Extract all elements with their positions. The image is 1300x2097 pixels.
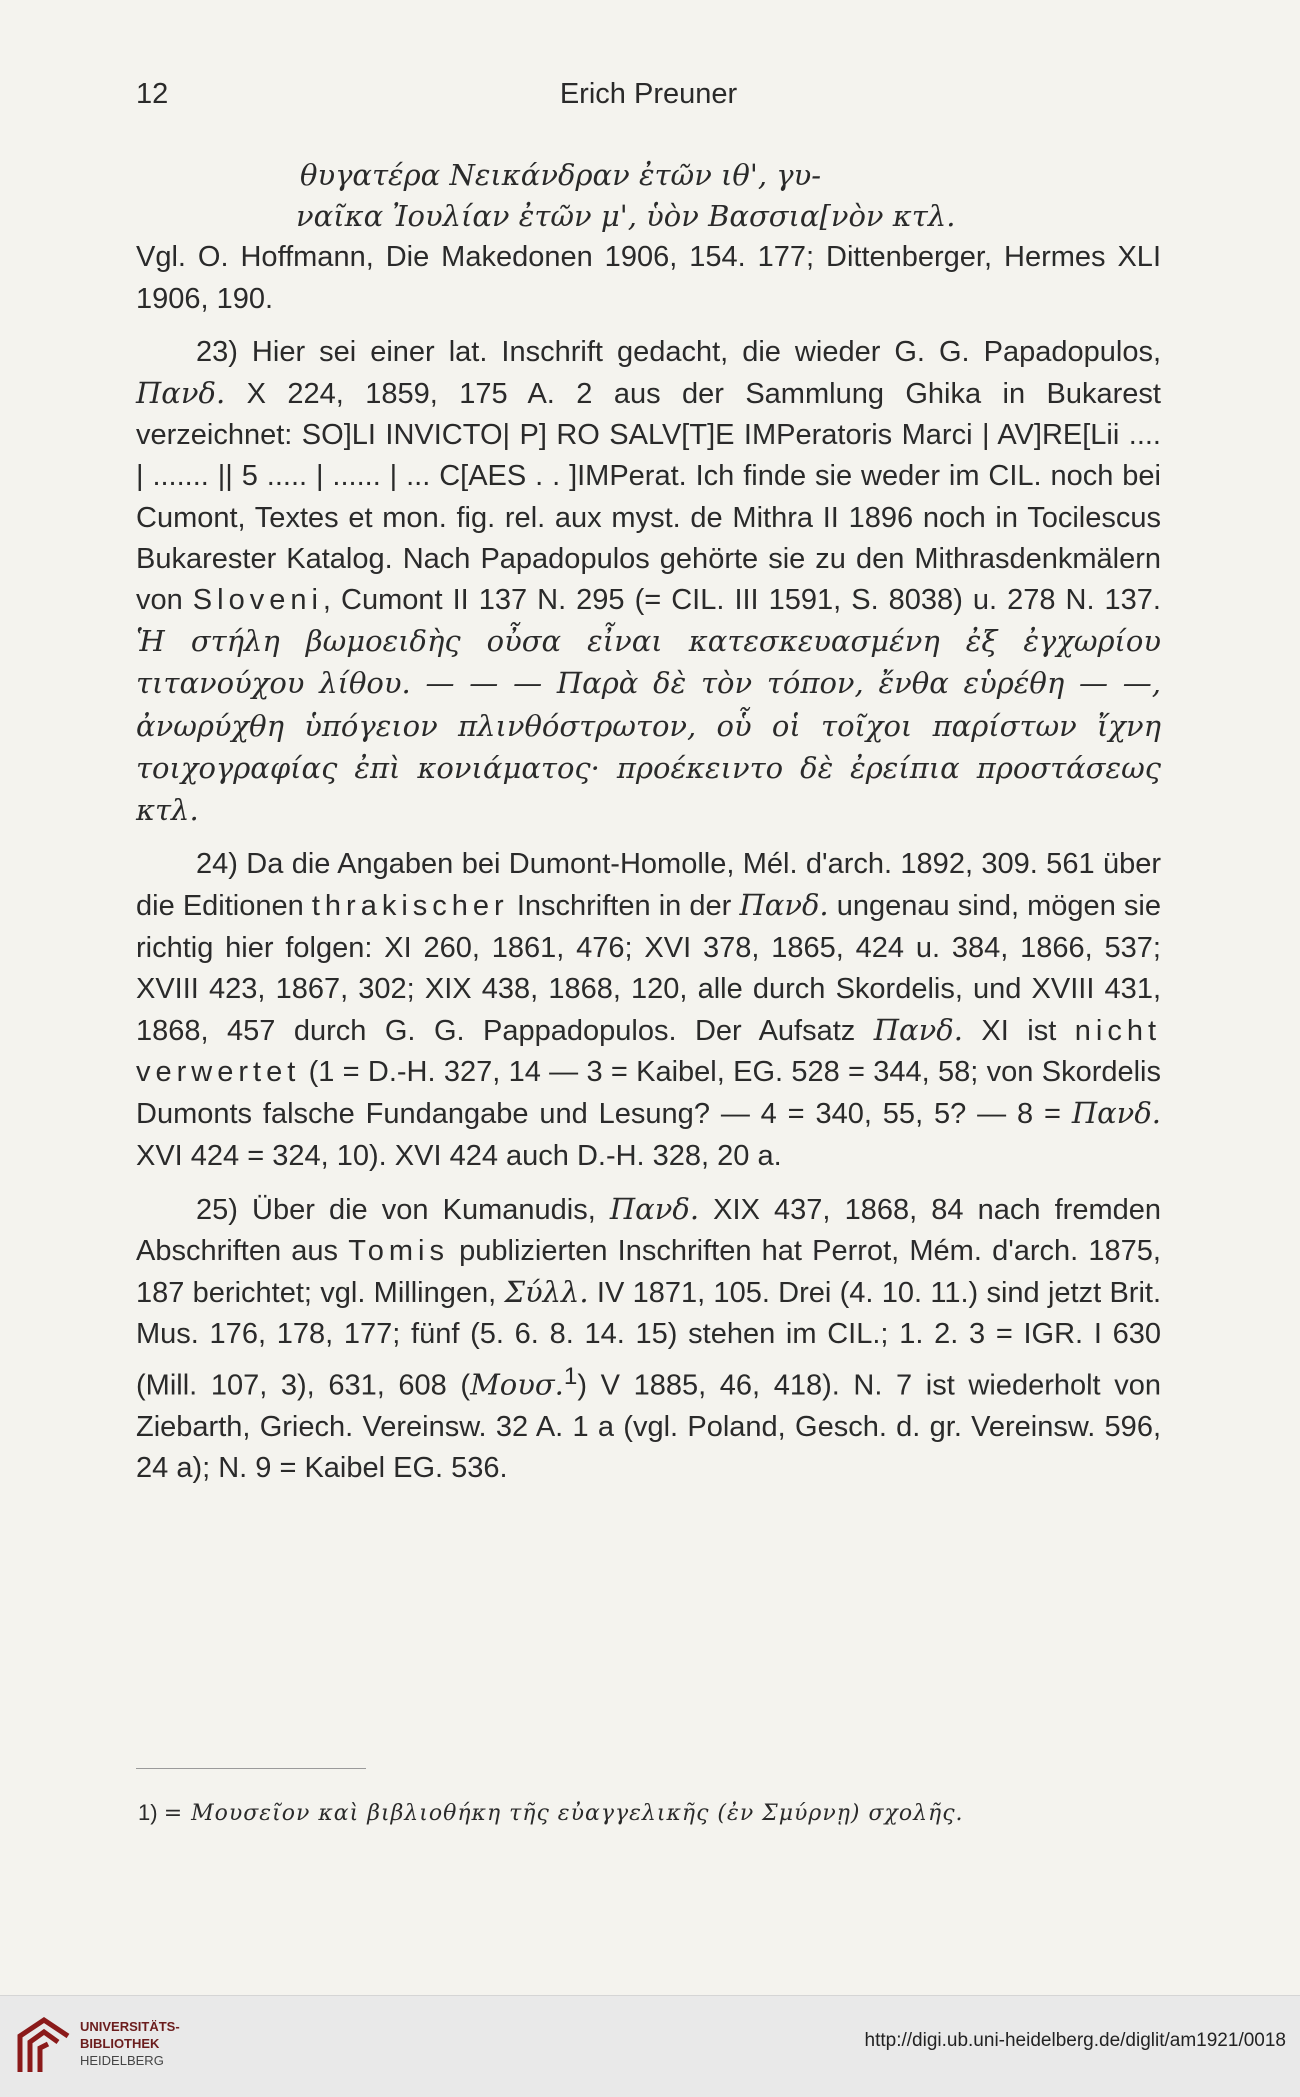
text-run: XI ist (962, 1015, 1075, 1048)
text-run: X 224, 1859, 175 A. 2 aus der Sammlung Ghika in Bukarest verzeichnet: SO]LI INVICTO| P] RO SALV[T]E IMPeratoris Marci | AV]RE[Lii .... | ....... || 5 ..... | ...... | ... C[AES . . ]IMPerat. Ich finde sie weder im CIL. noch bei Cumont, Textes et mon. fig. rel. aux myst. de Mithra II 1896 noch in Tocilescus Bukarester Katalog. Nach Papadopulos gehörte sie zu den Mithrasdenkmälern von (136, 378, 1161, 617)
text-run: XVI 424 = 324, 10). XVI 424 auch D.-H. 328, 20 a. (136, 1139, 782, 1172)
footnote-rule (136, 1768, 366, 1769)
greek-quote-line-1: θυγατέρα Νεικάνδραν ἐτῶν ιθ', γυ- (300, 158, 822, 192)
greek-quote-line-2: ναῖκα Ἰουλίαν ἐτῶν μ', ὑὸν Βασσια[νὸν κτλ. (296, 199, 956, 234)
text-run: Vgl. O. Hoffmann, Die Makedonen 1906, 154. 177; Dittenberger, Hermes XLI 1906, 190. (136, 241, 1161, 315)
library-name-line: HEIDELBERG (80, 2053, 164, 2068)
text-run: (1 = D.-H. 327, 14 — 3 = Kaibel, EG. 528 = 344, 58; von Skordelis Dumonts falsche Fundangabe und Lesung? — 4 = 340, 55, 5? — 8 = (136, 1056, 1161, 1131)
library-name-line: BIBLIOTHEK (80, 2036, 160, 2051)
library-name (80, 2018, 180, 2069)
paragraph-25 (136, 1189, 1161, 1489)
footnote-text: = Μουσεῖον καὶ βιβλιοθήκη τῆς εὐαγγελικῆς (ἐν Σμύρνῃ) σχολῆς. (163, 1801, 964, 1826)
footnote-ref[interactable]: 1 (563, 1362, 578, 1390)
paragraph-23 (136, 332, 1161, 832)
greek-abbrev: Μουσ. (470, 1367, 564, 1402)
spaced-name: Sloveni (192, 584, 323, 617)
greek-abbrev: Πανδ. (739, 888, 829, 923)
footnote-marker: 1) (138, 1800, 158, 1825)
greek-abbrev: Πανδ. (609, 1191, 700, 1226)
greek-abbrev: Πανδ. (873, 1013, 963, 1048)
text-run: 25) Über die von Kumanudis, (196, 1193, 610, 1226)
running-head: Erich Preuner (559, 78, 738, 110)
spaced-word: thrakischer (311, 890, 509, 923)
greek-passage: Ἡ στήλη βωμοειδὴς οὖσα εἶναι κατεσκευασμένη ἐξ ἐγχωρίου τιτανούχου λίθου. — — — Παρὰ δὲ τὸν τόπον, ἔνθα εὑρέθη — —, ἀνωρύχθη ὑπόγειον πλινθόστρωτον, οὗ οἱ τοῖχοι παρίστων ἴχνη τοιχογραφίας ἐπὶ κονιάματος· προέκειντο δὲ ἐρείπια προστάσεως κτλ. (136, 624, 1161, 828)
text-run: 23) Hier sei einer lat. Inschrift gedacht, die wieder G. G. Papadopulos, (196, 335, 1161, 368)
greek-quote (136, 155, 1161, 237)
spaced-name: Tomis (348, 1235, 449, 1268)
text-run: publizierten Inschriften hat Perrot, Mém. d'arch. 1875, 187 berichtet; vgl. Millingen, (136, 1235, 1161, 1310)
text-run: IV 1871, 105. Drei (4. 10. 11.) sind jetzt Brit. Mus. 176, 178, 177; fünf (5. 6. 8. 14. 15) stehen im CIL.; 1. 2. 3 = IGR. I 630 (Mill. 107, 3), 631, 608 ( (136, 1277, 1162, 1402)
library-logo-icon (14, 2014, 74, 2078)
text-run: 24) Da die Angaben bei Dumont-Homolle, Mél. d'arch. 1892, 309. 561 über die Editionen (136, 848, 1161, 923)
page-header (136, 78, 1161, 118)
paragraph-continuation (136, 237, 1161, 319)
body-text (136, 155, 1161, 1489)
greek-abbrev: Πανδ. (1071, 1096, 1161, 1131)
permalink-url[interactable]: http://digi.ub.uni-heidelberg.de/diglit/am1921/0018 (864, 2030, 1286, 2051)
paragraph-24 (136, 844, 1161, 1177)
text-run: , Cumont II 137 N. 295 (= CIL. III 1591, S. 8038) u. 278 N. 137. (322, 584, 1161, 617)
page-number: 12 (136, 78, 169, 110)
greek-abbrev: Σύλλ. (504, 1275, 589, 1310)
library-name-line: UNIVERSITÄTS- (80, 2019, 180, 2034)
library-footer (0, 1995, 1300, 2097)
text-run: Inschriften in der (508, 890, 740, 923)
text-run: ungenau sind, mögen sie richtig hier folgen: XI 260, 1861, 476; XVI 378, 1865, 424 u. 384, 1866, 537; XVIII 423, 1867, 302; XIX 438, 1868, 120, alle durch Skordelis, und XVIII 431, 1868, 457 durch G. G. Pappadopulos. Der Aufsatz (136, 890, 1162, 1048)
spaced-word: nicht verwertet (136, 1015, 1162, 1089)
text-run: XIX 437, 1868, 84 nach fremden Abschriften aus (136, 1193, 1161, 1268)
greek-abbrev: Πανδ. (136, 376, 226, 411)
footnote (138, 1798, 1163, 1829)
text-run: ) V 1885, 46, 418). N. 7 ist wiederholt von Ziebarth, Griech. Vereinsw. 32 A. 1 a (vgl. Poland, Gesch. d. gr. Vereinsw. 596, 24 a); N. 9 = Kaibel EG. 536. (136, 1369, 1161, 1484)
